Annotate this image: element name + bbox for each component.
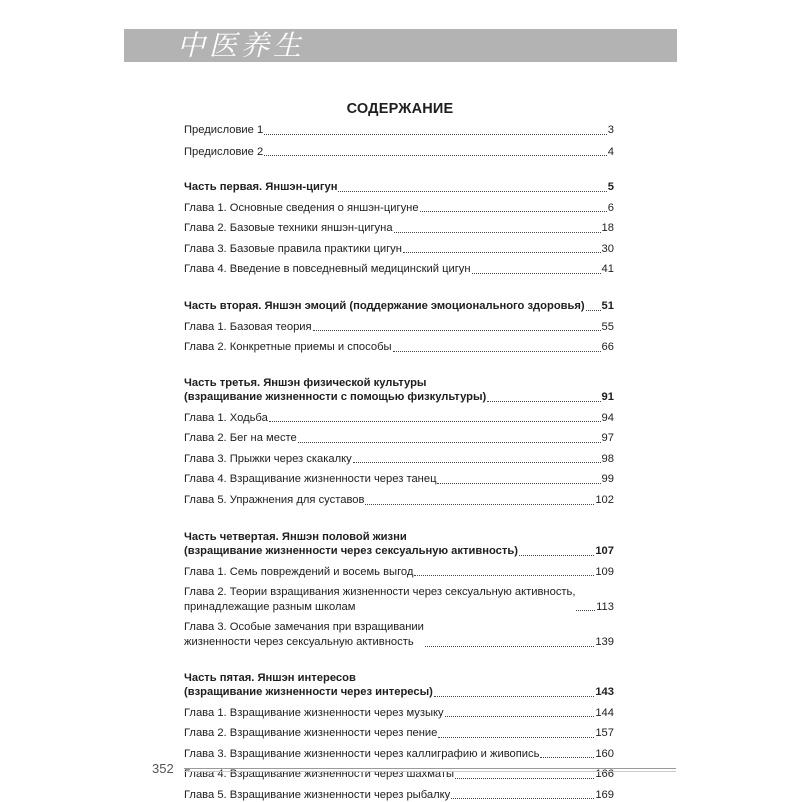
toc-page-number: 6 xyxy=(607,201,614,214)
dot-leader xyxy=(365,504,594,505)
dot-leader xyxy=(540,757,594,758)
toc-entry-title xyxy=(184,242,402,257)
toc-entry-title-line: Часть третья. Яншэн физической культуры xyxy=(184,376,427,389)
dot-leader xyxy=(487,401,600,402)
toc-page-number: 55 xyxy=(601,320,614,333)
dot-leader xyxy=(586,310,601,311)
toc-chapter-entry xyxy=(184,726,614,741)
toc-entry-title xyxy=(184,221,393,236)
toc-entry-title-line: Предисловие 2 xyxy=(184,145,264,158)
dot-leader xyxy=(264,134,607,135)
toc-entry-title xyxy=(184,565,413,580)
toc-page-number: 98 xyxy=(601,452,614,465)
toc-entry-title xyxy=(184,585,575,614)
toc-part-entry xyxy=(184,671,614,700)
toc-entry-title-line: Глава 3. Базовые правила практики цигун xyxy=(184,242,402,255)
dot-leader xyxy=(269,421,601,422)
toc-entry-title xyxy=(184,262,471,277)
toc-entry-title xyxy=(184,767,454,782)
toc-page-number: 91 xyxy=(601,391,614,404)
dot-leader xyxy=(437,483,600,484)
toc-entry-title-line: (взращивание жизненности с помощью физкультуры) xyxy=(184,391,487,404)
toc-chapter-entry xyxy=(184,706,614,721)
toc-chapter-entry xyxy=(184,123,614,138)
toc-entry-title xyxy=(184,123,263,138)
toc-entry-title-line: (взращивание жизненности через интересы) xyxy=(184,686,433,699)
dot-leader xyxy=(472,273,601,274)
toc-chapter-entry xyxy=(184,320,614,335)
dot-leader xyxy=(451,798,594,799)
dot-leader xyxy=(445,716,595,717)
toc-entry-title-line: Глава 2. Бег на месте xyxy=(184,432,297,445)
table-of-contents xyxy=(184,123,614,802)
toc-entry-title xyxy=(184,145,263,160)
toc-entry-title-line: (взращивание жизненности через сексуальную активность) xyxy=(184,545,518,558)
toc-chapter-entry xyxy=(184,767,614,782)
dot-leader xyxy=(394,232,601,233)
toc-page-number: 113 xyxy=(596,600,614,613)
toc-chapter-entry xyxy=(184,747,614,762)
page-number: 352 xyxy=(152,761,174,776)
dot-leader xyxy=(298,442,601,443)
toc-chapter-entry xyxy=(184,493,614,508)
toc-entry-title-line: Часть пятая. Яншэн интересов xyxy=(184,671,356,684)
toc-entry-title-line: Глава 2. Теории взращивания жизненности через сексуальную активность, xyxy=(184,586,576,599)
dot-leader xyxy=(313,330,601,331)
toc-entry-title xyxy=(184,706,444,721)
toc-page-number: 160 xyxy=(595,747,614,760)
toc-part-entry xyxy=(184,376,614,405)
dot-leader xyxy=(403,252,601,253)
toc-entry-title-line: Предисловие 1 xyxy=(184,124,264,136)
toc-page-number: 51 xyxy=(601,299,614,312)
toc-chapter-entry xyxy=(184,620,614,649)
toc-page-number: 107 xyxy=(595,545,614,558)
toc-entry-title-line: Часть первая. Яншэн-цигун xyxy=(184,181,338,194)
toc-chapter-entry xyxy=(184,221,614,236)
toc-part-entry xyxy=(184,530,614,559)
toc-entry-title xyxy=(184,452,352,467)
toc-chapter-entry xyxy=(184,242,614,257)
toc-page-number: 3 xyxy=(607,124,614,136)
toc-page-number: 18 xyxy=(601,222,614,235)
toc-entry-title xyxy=(184,472,436,487)
toc-entry-title-line: Глава 1. Ходьба xyxy=(184,411,268,424)
toc-page-number: 166 xyxy=(595,768,614,781)
toc-entry-title xyxy=(184,431,297,446)
toc-entry-title-line: Глава 1. Базовая теория xyxy=(184,320,312,333)
toc-entry-title xyxy=(184,340,392,355)
toc-page-number: 97 xyxy=(601,432,614,445)
dot-leader xyxy=(425,646,594,647)
toc-entry-title xyxy=(184,747,539,762)
toc-entry-title-line: Глава 1. Семь повреждений и восемь выгод xyxy=(184,565,414,578)
toc-entry-title xyxy=(184,530,518,559)
toc-entry-title-line: Глава 1. Взращивание жизненности через музыку xyxy=(184,706,444,719)
toc-entry-title xyxy=(184,493,364,508)
toc-page-number: 144 xyxy=(595,706,614,719)
toc-entry-title-line: Глава 1. Основные сведения о яншэн-цигуне xyxy=(184,201,419,214)
toc-chapter-entry xyxy=(184,585,614,614)
toc-entry-title xyxy=(184,376,486,405)
toc-entry-title xyxy=(184,201,419,216)
dot-leader xyxy=(264,155,607,156)
dot-leader xyxy=(576,610,595,611)
dot-leader xyxy=(338,191,606,192)
dot-leader xyxy=(438,737,594,738)
toc-entry-title-line: Глава 3. Взращивание жизненности через каллиграфию и живопись xyxy=(184,747,540,760)
toc-entry-title-line: Глава 2. Взращивание жизненности через пение xyxy=(184,727,438,740)
toc-page-number: 99 xyxy=(601,473,614,486)
dot-leader xyxy=(353,462,601,463)
toc-chapter-entry xyxy=(184,431,614,446)
toc-page-number: 41 xyxy=(601,263,614,276)
toc-entry-title xyxy=(184,671,433,700)
toc-chapter-entry xyxy=(184,145,614,160)
dot-leader xyxy=(455,778,594,779)
toc-entry-title xyxy=(184,620,424,649)
toc-entry-title-line: Часть вторая. Яншэн эмоций (поддержание эмоционального здоровья) xyxy=(184,299,585,312)
toc-chapter-entry xyxy=(184,262,614,277)
dot-leader xyxy=(393,351,601,352)
header-title: 中医养生 xyxy=(177,29,306,62)
toc-entry-title-line: Глава 4. Взращивание жизненности через шахматы xyxy=(184,768,455,781)
toc-entry-title-line: жизненности через сексуальную активность xyxy=(184,635,414,648)
dot-leader xyxy=(420,211,607,212)
toc-entry-title xyxy=(184,299,585,314)
toc-entry-title-line: Глава 3. Прыжки через скакалку xyxy=(184,452,352,465)
toc-chapter-entry xyxy=(184,452,614,467)
toc-heading: СОДЕРЖАНИЕ xyxy=(346,101,454,117)
dot-leader xyxy=(434,696,594,697)
toc-entry-title xyxy=(184,180,337,195)
toc-chapter-entry xyxy=(184,565,614,580)
toc-page-number: 143 xyxy=(595,686,614,699)
toc-page-number: 157 xyxy=(595,727,614,740)
footer-rule xyxy=(184,768,676,769)
toc-page-number: 66 xyxy=(601,341,614,354)
toc-entry-title xyxy=(184,320,312,335)
toc-entry-title-line: Часть четвертая. Яншэн половой жизни xyxy=(184,530,407,543)
toc-entry-title-line: Глава 4. Взращивание жизненности через танец xyxy=(184,473,437,486)
dot-leader xyxy=(519,555,594,556)
toc-part-entry xyxy=(184,180,614,195)
toc-page-number: 30 xyxy=(601,242,614,255)
toc-chapter-entry xyxy=(184,201,614,216)
toc-page-number: 102 xyxy=(595,494,614,506)
toc-chapter-entry xyxy=(184,340,614,355)
toc-page-number: 169 xyxy=(595,788,614,801)
toc-entry-title-line: Глава 3. Особые замечания при взращивании xyxy=(184,621,424,634)
toc-chapter-entry xyxy=(184,411,614,426)
toc-entry-title-line: Глава 4. Введение в повседневный медицинский цигун xyxy=(184,263,471,276)
toc-page-number: 4 xyxy=(607,145,614,158)
dot-leader xyxy=(414,575,594,576)
footer-rule-secondary xyxy=(184,771,676,772)
toc-page-number: 94 xyxy=(601,411,614,424)
toc-page-number: 5 xyxy=(607,181,614,194)
toc-entry-title-line: Глава 2. Базовые техники яншэн-цигуна xyxy=(184,222,393,235)
toc-entry-title-line: Глава 2. Конкретные приемы и способы xyxy=(184,341,392,354)
toc-chapter-entry xyxy=(184,472,614,487)
toc-entry-title-line: принадлежащие разным школам xyxy=(184,600,356,613)
toc-part-entry xyxy=(184,299,614,314)
toc-entry-title-line: Глава 5. Упражнения для суставов xyxy=(184,494,365,506)
toc-page-number: 139 xyxy=(595,635,614,648)
toc-entry-title-line: Глава 5. Взращивание жизненности через рыбалку xyxy=(184,788,451,801)
toc-entry-title xyxy=(184,411,268,426)
toc-page-number: 109 xyxy=(595,565,614,578)
toc-entry-title xyxy=(184,726,437,741)
